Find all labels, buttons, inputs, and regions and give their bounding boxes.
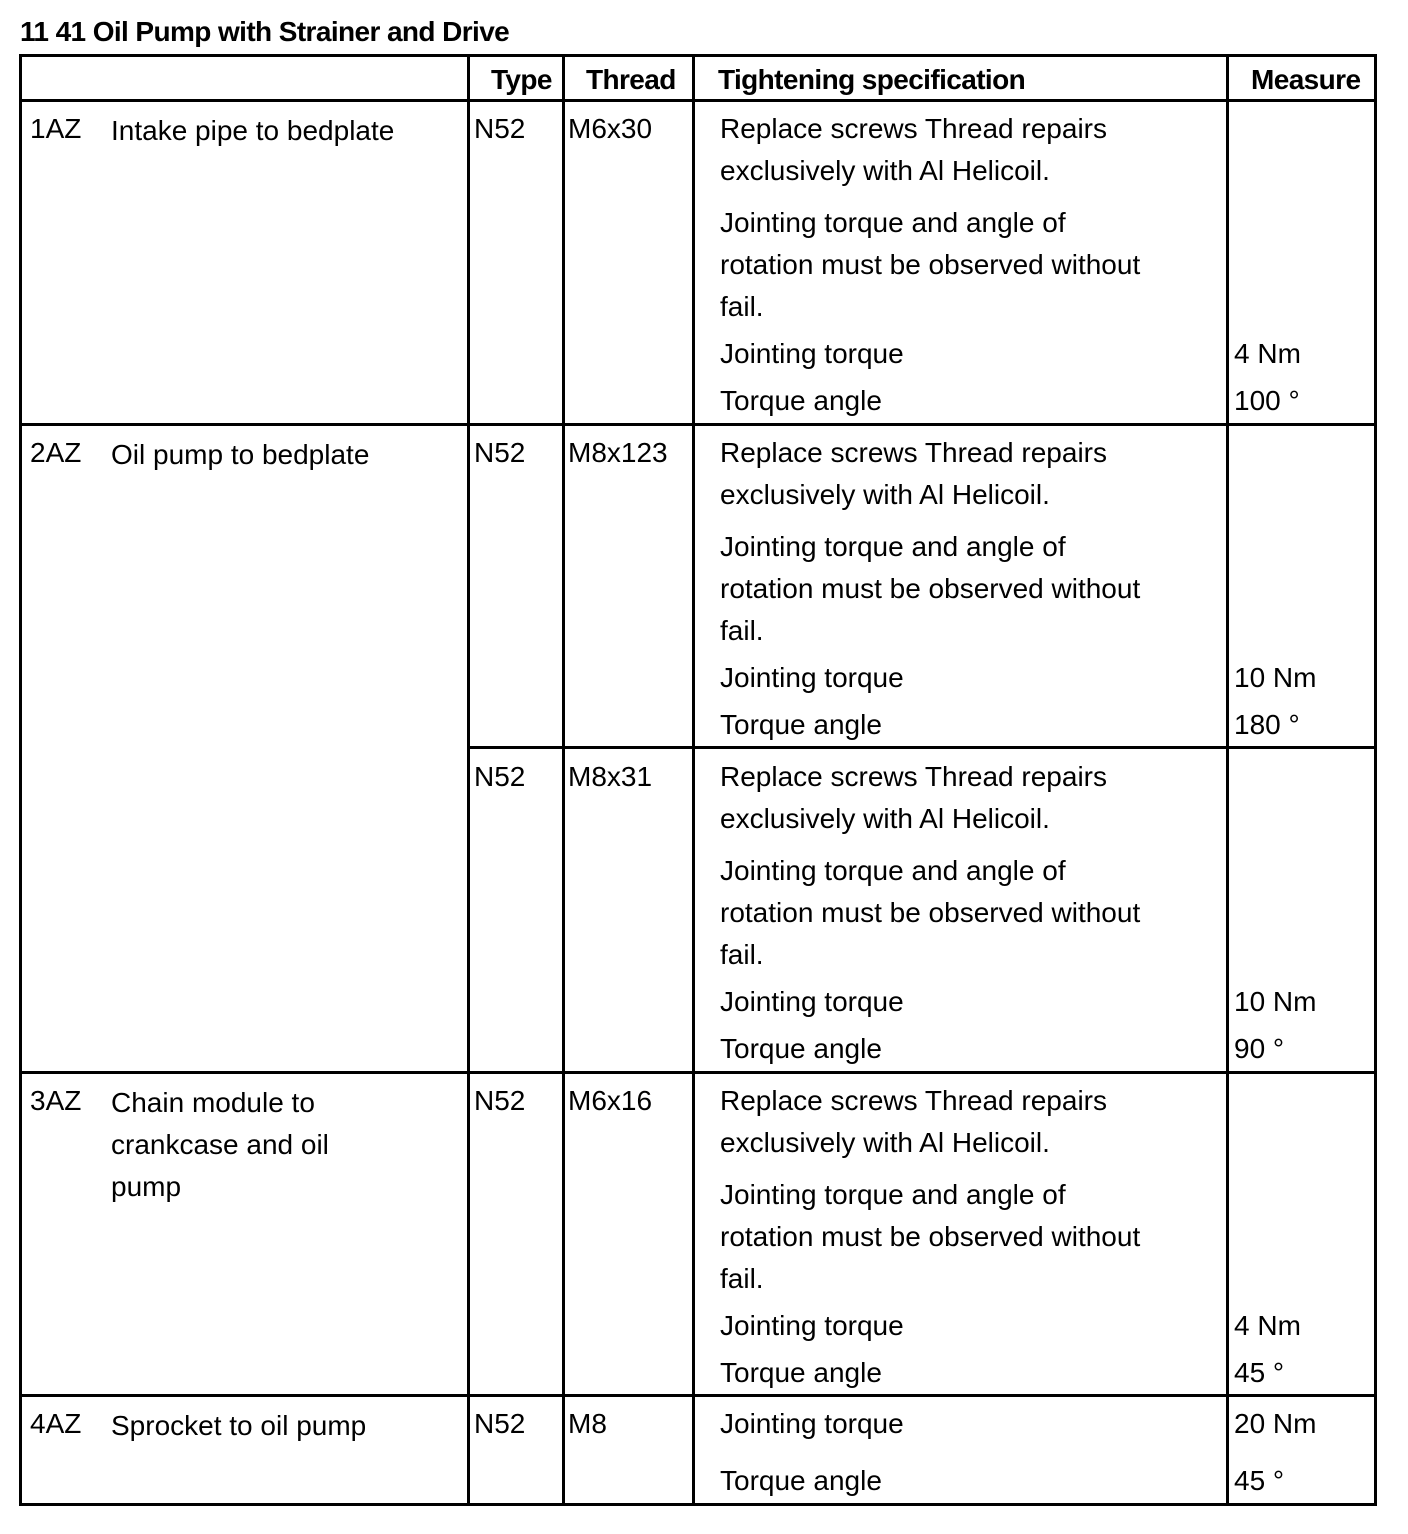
header-divider	[19, 99, 1377, 102]
fastener-thread: M6x16	[568, 1085, 653, 1116]
subrow-divider	[467, 746, 1377, 749]
row-code: 4AZ	[30, 1408, 82, 1439]
header-type: Type	[491, 64, 552, 95]
angle-value: 100 °	[1234, 385, 1300, 416]
spec-note: rotation must be observed without	[720, 573, 1141, 604]
row-description: Sprocket to oil pump	[111, 1410, 367, 1441]
row-divider	[19, 423, 1377, 426]
angle-label: Torque angle	[720, 1357, 882, 1388]
row-description: pump	[111, 1171, 182, 1202]
spec-note: fail.	[720, 1263, 764, 1294]
angle-label: Torque angle	[720, 1465, 882, 1496]
torque-label: Jointing torque	[720, 1310, 904, 1341]
page-title: 11 41 Oil Pump with Strainer and Drive	[20, 16, 510, 47]
fastener-type: N52	[474, 113, 526, 144]
torque-label: Jointing torque	[720, 338, 904, 369]
torque-label: Jointing torque	[720, 1408, 904, 1439]
row-code: 1AZ	[30, 113, 82, 144]
row-divider	[19, 1394, 1377, 1397]
angle-value: 180 °	[1234, 709, 1300, 740]
spec-note: Jointing torque and angle of	[720, 855, 1066, 886]
angle-label: Torque angle	[720, 1033, 882, 1064]
spec-note: Jointing torque and angle of	[720, 207, 1066, 238]
spec-note: Replace screws Thread repairs	[720, 1085, 1107, 1116]
fastener-type: N52	[474, 437, 526, 468]
torque-value: 20 Nm	[1234, 1408, 1317, 1439]
spec-note: rotation must be observed without	[720, 249, 1141, 280]
row-description: Intake pipe to bedplate	[111, 115, 395, 146]
spec-note: exclusively with Al Helicoil.	[720, 155, 1050, 186]
row-description: crankcase and oil	[111, 1129, 329, 1160]
spec-note: fail.	[720, 939, 764, 970]
fastener-type: N52	[474, 1085, 526, 1116]
fastener-thread: M6x30	[568, 113, 653, 144]
column-divider	[467, 54, 470, 1506]
row-divider	[19, 1071, 1377, 1074]
header-spec: Tightening specification	[718, 64, 1026, 95]
fastener-type: N52	[474, 761, 526, 792]
spec-note: fail.	[720, 615, 764, 646]
torque-value: 4 Nm	[1234, 1310, 1301, 1341]
torque-value: 4 Nm	[1234, 338, 1301, 369]
spec-note: Jointing torque and angle of	[720, 531, 1066, 562]
header-thread: Thread	[586, 64, 676, 95]
spec-note: rotation must be observed without	[720, 1221, 1141, 1252]
fastener-type: N52	[474, 1408, 526, 1439]
spec-note: exclusively with Al Helicoil.	[720, 479, 1050, 510]
column-divider	[1226, 54, 1229, 1506]
fastener-thread: M8	[568, 1408, 607, 1439]
fastener-thread: M8x31	[568, 761, 653, 792]
row-description: Oil pump to bedplate	[111, 439, 370, 470]
spec-note: exclusively with Al Helicoil.	[720, 803, 1050, 834]
spec-note: Replace screws Thread repairs	[720, 437, 1107, 468]
row-description: Chain module to	[111, 1087, 315, 1118]
column-divider	[692, 54, 695, 1506]
spec-note: Replace screws Thread repairs	[720, 113, 1107, 144]
angle-value: 45 °	[1234, 1357, 1285, 1388]
fastener-thread: M8x123	[568, 437, 668, 468]
column-divider	[562, 54, 565, 1506]
torque-label: Jointing torque	[720, 986, 904, 1017]
angle-value: 45 °	[1234, 1465, 1285, 1496]
header-measure: Measure	[1251, 64, 1361, 95]
spec-note: fail.	[720, 291, 764, 322]
spec-note: Jointing torque and angle of	[720, 1179, 1066, 1210]
torque-value: 10 Nm	[1234, 986, 1317, 1017]
row-code: 3AZ	[30, 1085, 82, 1116]
spec-note: exclusively with Al Helicoil.	[720, 1127, 1050, 1158]
row-code: 2AZ	[30, 437, 82, 468]
spec-note: Replace screws Thread repairs	[720, 761, 1107, 792]
angle-label: Torque angle	[720, 709, 882, 740]
spec-note: rotation must be observed without	[720, 897, 1141, 928]
angle-label: Torque angle	[720, 385, 882, 416]
torque-value: 10 Nm	[1234, 662, 1317, 693]
torque-label: Jointing torque	[720, 662, 904, 693]
angle-value: 90 °	[1234, 1033, 1285, 1064]
spec-table	[19, 54, 1377, 1506]
